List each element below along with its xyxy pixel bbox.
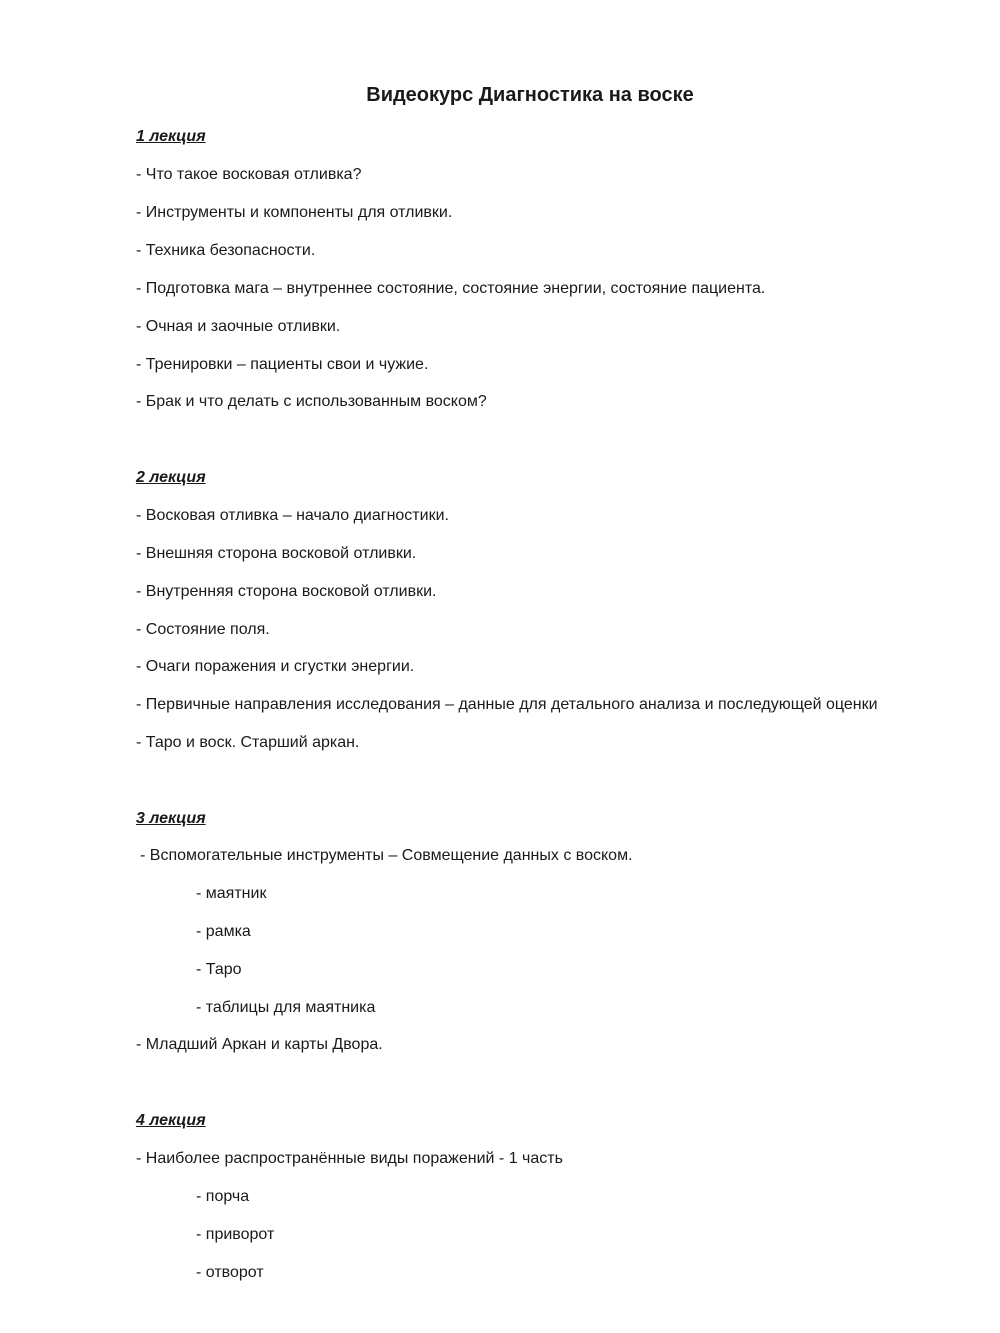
- lecture-2-item: - Очаги поражения и сгустки энергии.: [136, 658, 415, 675]
- lecture-3-subitem: - рамка: [196, 923, 251, 940]
- lecture-1-item: - Подготовка мага – внутреннее состояние, состояние энергии, состояние пациента.: [136, 280, 766, 297]
- lecture-3-heading: 3 лекция: [136, 810, 206, 827]
- lecture-2-item: - Восковая отливка – начало диагностики.: [136, 507, 449, 524]
- lecture-2-item: - Таро и воск. Старший аркан.: [136, 734, 360, 751]
- lecture-1-item: - Тренировки – пациенты свои и чужие.: [136, 356, 429, 373]
- lecture-3-subitem: - Таро: [196, 961, 242, 978]
- lecture-4-item: - Наиболее распространённые виды поражений - 1 часть: [136, 1150, 563, 1167]
- lecture-4-heading: 4 лекция: [136, 1112, 206, 1129]
- lecture-1-item: - Брак и что делать с использованным воском?: [136, 393, 487, 410]
- lecture-1-item: - Что такое восковая отливка?: [136, 166, 362, 183]
- lecture-3-item: - Вспомогательные инструменты – Совмещение данных с воском.: [140, 847, 633, 864]
- lecture-2-item: - Внешняя сторона восковой отливки.: [136, 545, 417, 562]
- lecture-3-subitem: - таблицы для маятника: [196, 999, 376, 1016]
- lecture-4-subitem: - приворот: [196, 1226, 275, 1243]
- lecture-3-subitem: - маятник: [196, 885, 267, 902]
- lecture-1-item: - Инструменты и компоненты для отливки.: [136, 204, 453, 221]
- lecture-2-item: - Первичные направления исследования – данные для детального анализа и последующей оценки: [136, 696, 878, 713]
- lecture-4-subitem: - отворот: [196, 1264, 264, 1281]
- document-title: Видеокурс Диагностика на воске: [366, 84, 694, 106]
- lecture-2-heading: 2 лекция: [136, 469, 206, 486]
- lecture-1-item: - Техника безопасности.: [136, 242, 316, 259]
- lecture-2-item: - Внутренняя сторона восковой отливки.: [136, 583, 437, 600]
- lecture-2-item: - Состояние поля.: [136, 621, 270, 638]
- lecture-1-item: - Очная и заочные отливки.: [136, 318, 341, 335]
- lecture-1-heading: 1 лекция: [136, 128, 206, 145]
- lecture-4-subitem: - порча: [196, 1188, 250, 1205]
- lecture-3-item: - Младший Аркан и карты Двора.: [136, 1036, 383, 1053]
